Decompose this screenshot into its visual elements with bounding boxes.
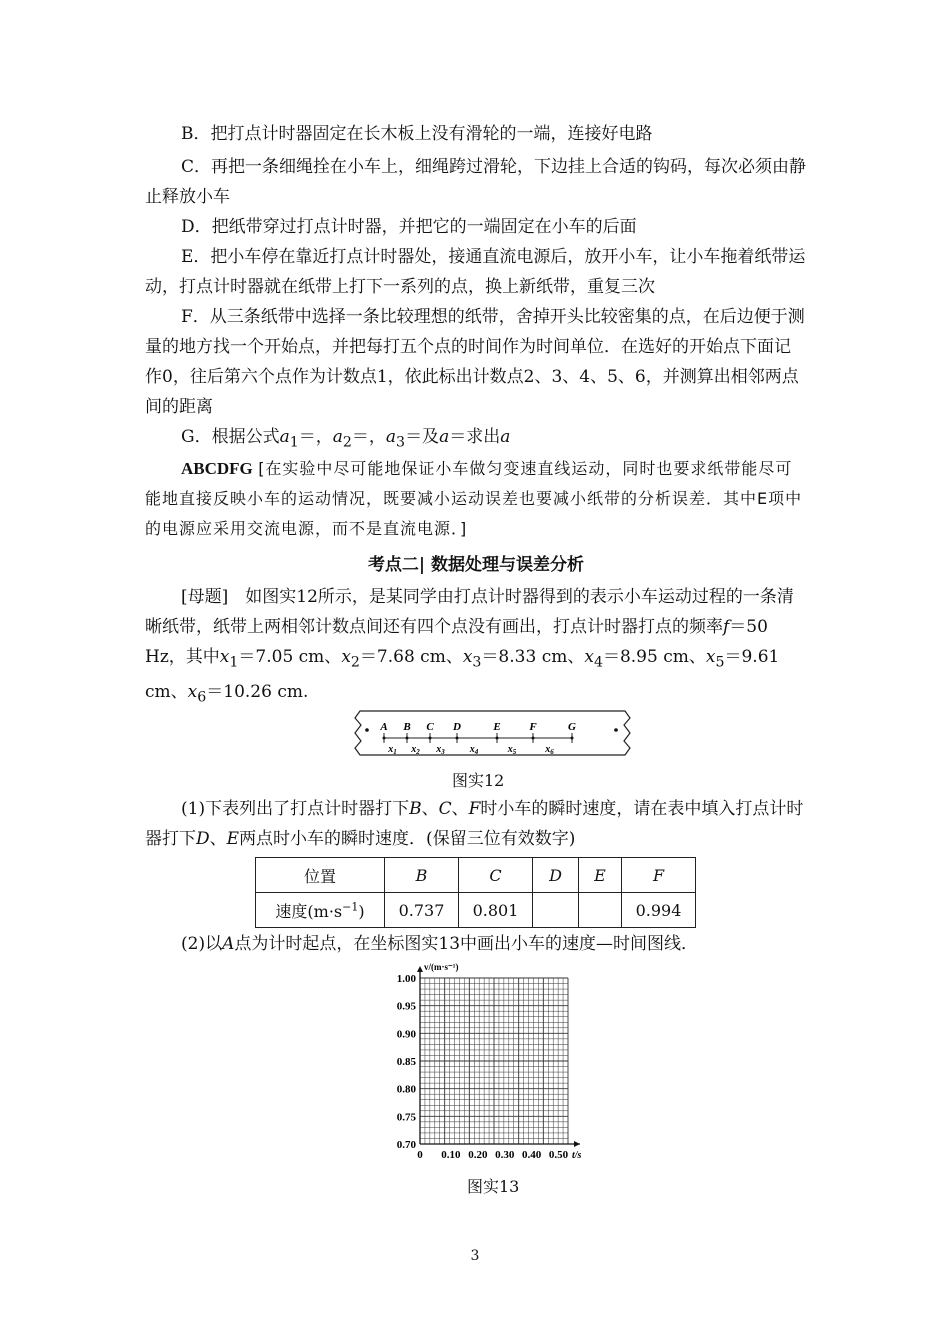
tape-point-dot: [429, 737, 432, 740]
tape-point-dot: [406, 737, 409, 740]
x-tick-label: 0.40: [522, 1149, 542, 1161]
figure-12-caption: 图实12: [452, 771, 505, 790]
table-cell: 0.801: [459, 893, 533, 928]
tape-point-label: F: [529, 721, 537, 733]
option-e: E．把小车停在靠近打点计时器处，接通直流电源后，放开小车，让小车拖着纸带运动，打点计时器就在纸带上打下一系列的点，换上新纸带，重复三次: [145, 247, 806, 297]
y-tick-label: 0.85: [396, 1056, 416, 1068]
tape-point-label: C: [426, 721, 434, 733]
table-row-label: 速度$(m\cdot s^{-1})$: [256, 893, 385, 928]
problem-statement: [母题] 如图实12所示，是某同学由打点计时器得到的表示小车运动过程的一条清晰纸带，纸带上两相邻计数点间还有四个点没有画出，打点计时器打点的频率f＝50 Hz，其中$x_1=7.05$ cm、$x_2=7.68$ cm、$x_3=8.33$ cm、$x_4=8.95$ cm、$x_5=9.61$ cm、$x_6=10.26$ cm.: [145, 587, 794, 706]
tape-point-label: B: [403, 721, 411, 733]
table-header-cell: B: [385, 858, 459, 893]
answer-block: [145, 454, 807, 544]
table-cell-empty[interactable]: [533, 893, 579, 928]
tape-end-dot: [365, 728, 369, 732]
table-header-cell: E: [579, 858, 622, 893]
table-header-cell: F: [622, 858, 696, 893]
tape-point-dot: [496, 737, 499, 740]
tape-segment-label: $x_2$: [411, 744, 420, 756]
tape-segment-label: $x_6$: [545, 744, 554, 756]
velocity-time-chart[interactable]: [370, 958, 600, 1168]
tape-segment-label: $x_1$: [388, 744, 397, 756]
tape-end-dot: [614, 728, 618, 732]
x-tick-label: 0: [417, 1149, 423, 1161]
y-tick-label: 1.00: [396, 973, 416, 985]
tape-point-dot: [532, 737, 535, 740]
answer-label: ABCDFG: [181, 459, 253, 478]
y-tick-label: 0.90: [396, 1028, 416, 1041]
tape-point-dot: [383, 737, 386, 740]
tape-point-dot: [571, 737, 574, 740]
question-1: (1)下表列出了打点计时器打下B、C、F时小车的瞬时速度，请在表中填入打点计时器打下D、E两点时小车的瞬时速度．(保留三位有效数字): [145, 799, 804, 849]
table-row: [256, 893, 696, 928]
tape-segment-label: $x_3$: [436, 744, 445, 756]
section-title: 考点二| 数据处理与误差分析: [367, 555, 585, 575]
tape-segment-label: $x_4$: [469, 744, 479, 756]
x-tick-label: 0.30: [495, 1149, 515, 1161]
y-tick-label: 0.95: [396, 1000, 416, 1013]
option-f: F．从三条纸带中选择一条比较理想的纸带，舍掉开头比较密集的点，在后边便于测量的地方找一个开始点，并把每打五个点的时间作为时间单位．在选好的开始点下面记作0，往后第六个点作为计数点1，依此标出计数点2、3、4、5、6，并测算出相邻两点间的距离: [145, 307, 805, 417]
tape-point-label: A: [380, 721, 388, 733]
y-tick-label: 0.80: [396, 1083, 416, 1096]
tape-point-dot: [456, 737, 459, 740]
figure-13-caption: 图实13: [467, 1177, 520, 1196]
velocity-table: [255, 857, 696, 928]
x-tick-label: 0.20: [468, 1149, 488, 1161]
tape-point-label: E: [493, 721, 501, 733]
question-2: (2)以A点为计时起点，在坐标图实13中画出小车的速度—时间图线．: [181, 934, 699, 954]
table-header-row: [256, 858, 696, 893]
option-b: B．把打点计时器固定在长木板上没有滑轮的一端，连接好电路: [181, 124, 653, 144]
y-tick-label: 0.75: [396, 1111, 416, 1124]
table-cell: 0.994: [622, 893, 696, 928]
answer-explanation: [在实验中尽可能地保证小车做匀变速直线运动，同时也要求纸带能尽可能地直接反映小车的运动情况，既要减小运动误差也要减小纸带的分析误差．其中E项中的电源应采用交流电源，而不是直流电源．]: [145, 459, 803, 538]
y-tick-label: 0.70: [396, 1139, 416, 1151]
tape-point-label: D: [453, 721, 461, 733]
table-cell-empty[interactable]: [579, 893, 622, 928]
table-header-cell: D: [533, 858, 579, 893]
x-axis-label: t/s: [572, 1150, 582, 1161]
paper-tape-figure: [350, 708, 635, 758]
table-header-cell: 位置: [256, 858, 385, 893]
option-c: C．再把一条细绳拴在小车上，细绳跨过滑轮，下边挂上合适的钩码，每次必须由静止释放小车: [145, 157, 807, 207]
x-tick-label: 0.10: [441, 1149, 461, 1161]
x-tick-label: 0.50: [548, 1149, 569, 1161]
y-axis-label: v/(m·s⁻¹): [424, 962, 459, 972]
option-g: G．根据公式$a_1=$，$a_2=$，$a_3=$及a＝求出a: [181, 427, 511, 451]
tape-segment-label: $x_5$: [507, 744, 517, 756]
x-axis-arrow-icon: [574, 1141, 580, 1147]
page-number: 3: [470, 1248, 480, 1264]
tape-point-label: G: [568, 721, 576, 733]
table-cell: 0.737: [385, 893, 459, 928]
problem-tag: [母题]: [181, 587, 229, 607]
table-header-cell: C: [459, 858, 533, 893]
y-axis-arrow-icon: [417, 966, 423, 972]
option-d: D．把纸带穿过打点计时器，并把它的一端固定在小车的后面: [181, 217, 637, 237]
